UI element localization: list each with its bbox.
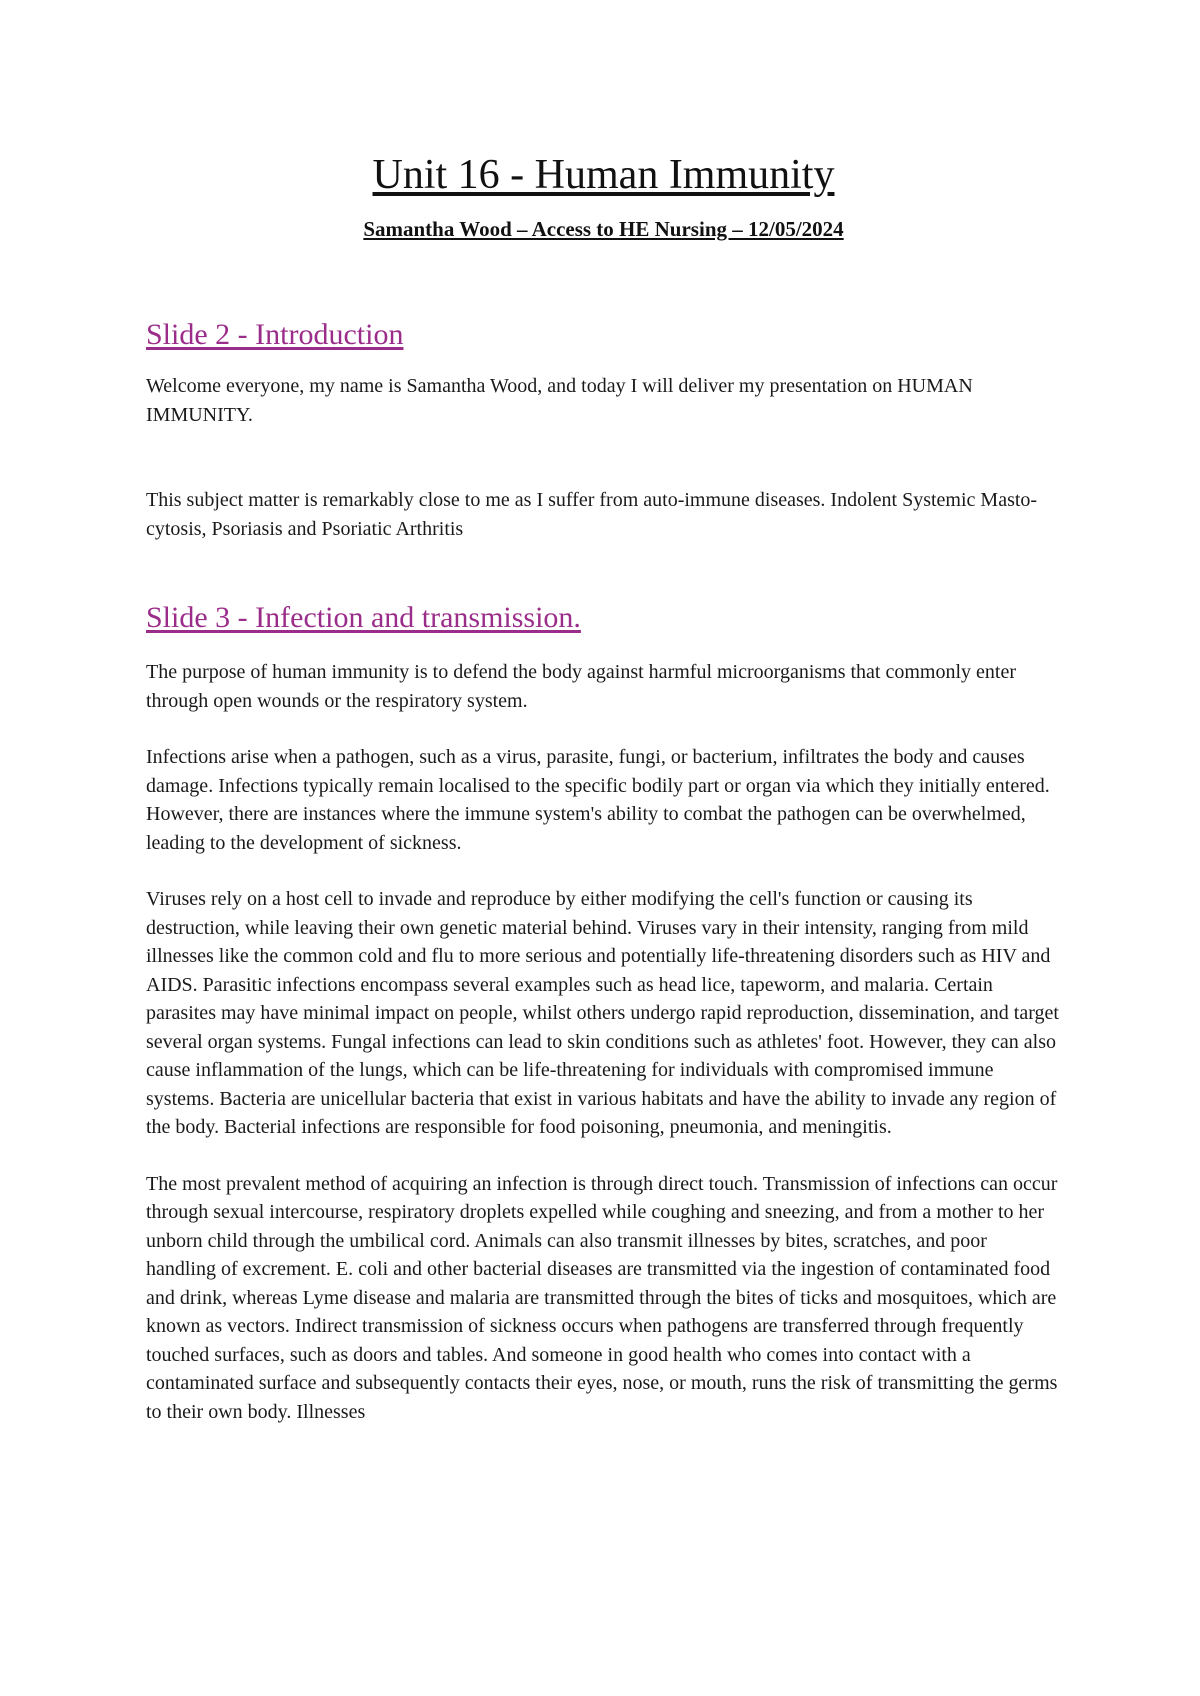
section-heading-introduction: Slide 2 - Introduction — [146, 318, 404, 351]
section-heading-infection: Slide 3 - Infection and transmission. — [146, 601, 581, 634]
infection-paragraph: The most prevalent method of acquiring an infection is through direct touch. Transmission of infections can occur through sexual intercourse, respiratory droplets expelled while coughing and sneezing, and from a mother to her unborn child through the umbilical cord. Animals can also transmit illnesses by bites, scratches, and poor handling of excrement. E. coli and other bacterial diseases are transmitted via the ingestion of contaminated food and drink, whereas Lyme disease and malaria are transmitted through the bites of ticks and mosquitoes, which are known as vectors. Indirect transmission of sickness occurs when pathogens are transferred through frequently touched surfaces, such as doors and tables. And someone in good health who comes into contact with a contaminated surface and subsequently contacts their eyes, nose, or mouth, runs the risk of transmitting the germs to their own body. Illnesses — [146, 1172, 1058, 1423]
document-title: Unit 16 - Human Immunity — [372, 152, 835, 198]
infection-paragraph: The purpose of human immunity is to defend the body against harmful microorganisms that commonly enter through open wounds or the respiratory system. — [146, 661, 1017, 712]
infection-paragraph: Viruses rely on a host cell to invade and reproduce by either modifying the cell's function or causing its destruction, while leaving their own genetic material behind. Viruses vary in their intensity, ranging from mild illnesses like the common cold and flu to more serious and potentially life-threatening disorders such as HIV and AIDS. Parasitic infections encompass several examples such as head lice, tapeworm, and malaria. Certain parasites may have minimal impact on people, whilst others undergo rapid reproduction, dissemination, and target several organ systems. Fungal infections can lead to skin conditions such as athletes' foot. However, they can also cause inflammation of the lungs, which can be life-threatening for individuals with compromised immune systems. Bacteria are unicellular bacteria that exist in various habitats and have the ability to invade any region of the body. Bacterial infections are responsible for food poisoning, pneumonia, and meningitis. — [146, 888, 1059, 1138]
document-subtitle: Samantha Wood – Access to HE Nursing – 12/05/2024 — [363, 217, 844, 241]
document-page — [146, 150, 1061, 1426]
intro-paragraph: This subject matter is remarkably close to me as I suffer from auto-immune diseases. Indolent Systemic Masto-cytosis, Psoriasis and Psoriatic Arthritis — [146, 489, 1038, 540]
intro-paragraph: Welcome everyone, my name is Samantha Wood, and today I will deliver my presentation on HUMAN IMMUNITY. — [146, 375, 973, 426]
infection-paragraph: Infections arise when a pathogen, such as a virus, parasite, fungi, or bacterium, infiltrates the body and causes damage. Infections typically remain localised to the specific bodily part or organ via which they initially entered. However, there are instances where the immune system's ability to combat the pathogen can be overwhelmed, leading to the development of sickness. — [146, 746, 1050, 854]
